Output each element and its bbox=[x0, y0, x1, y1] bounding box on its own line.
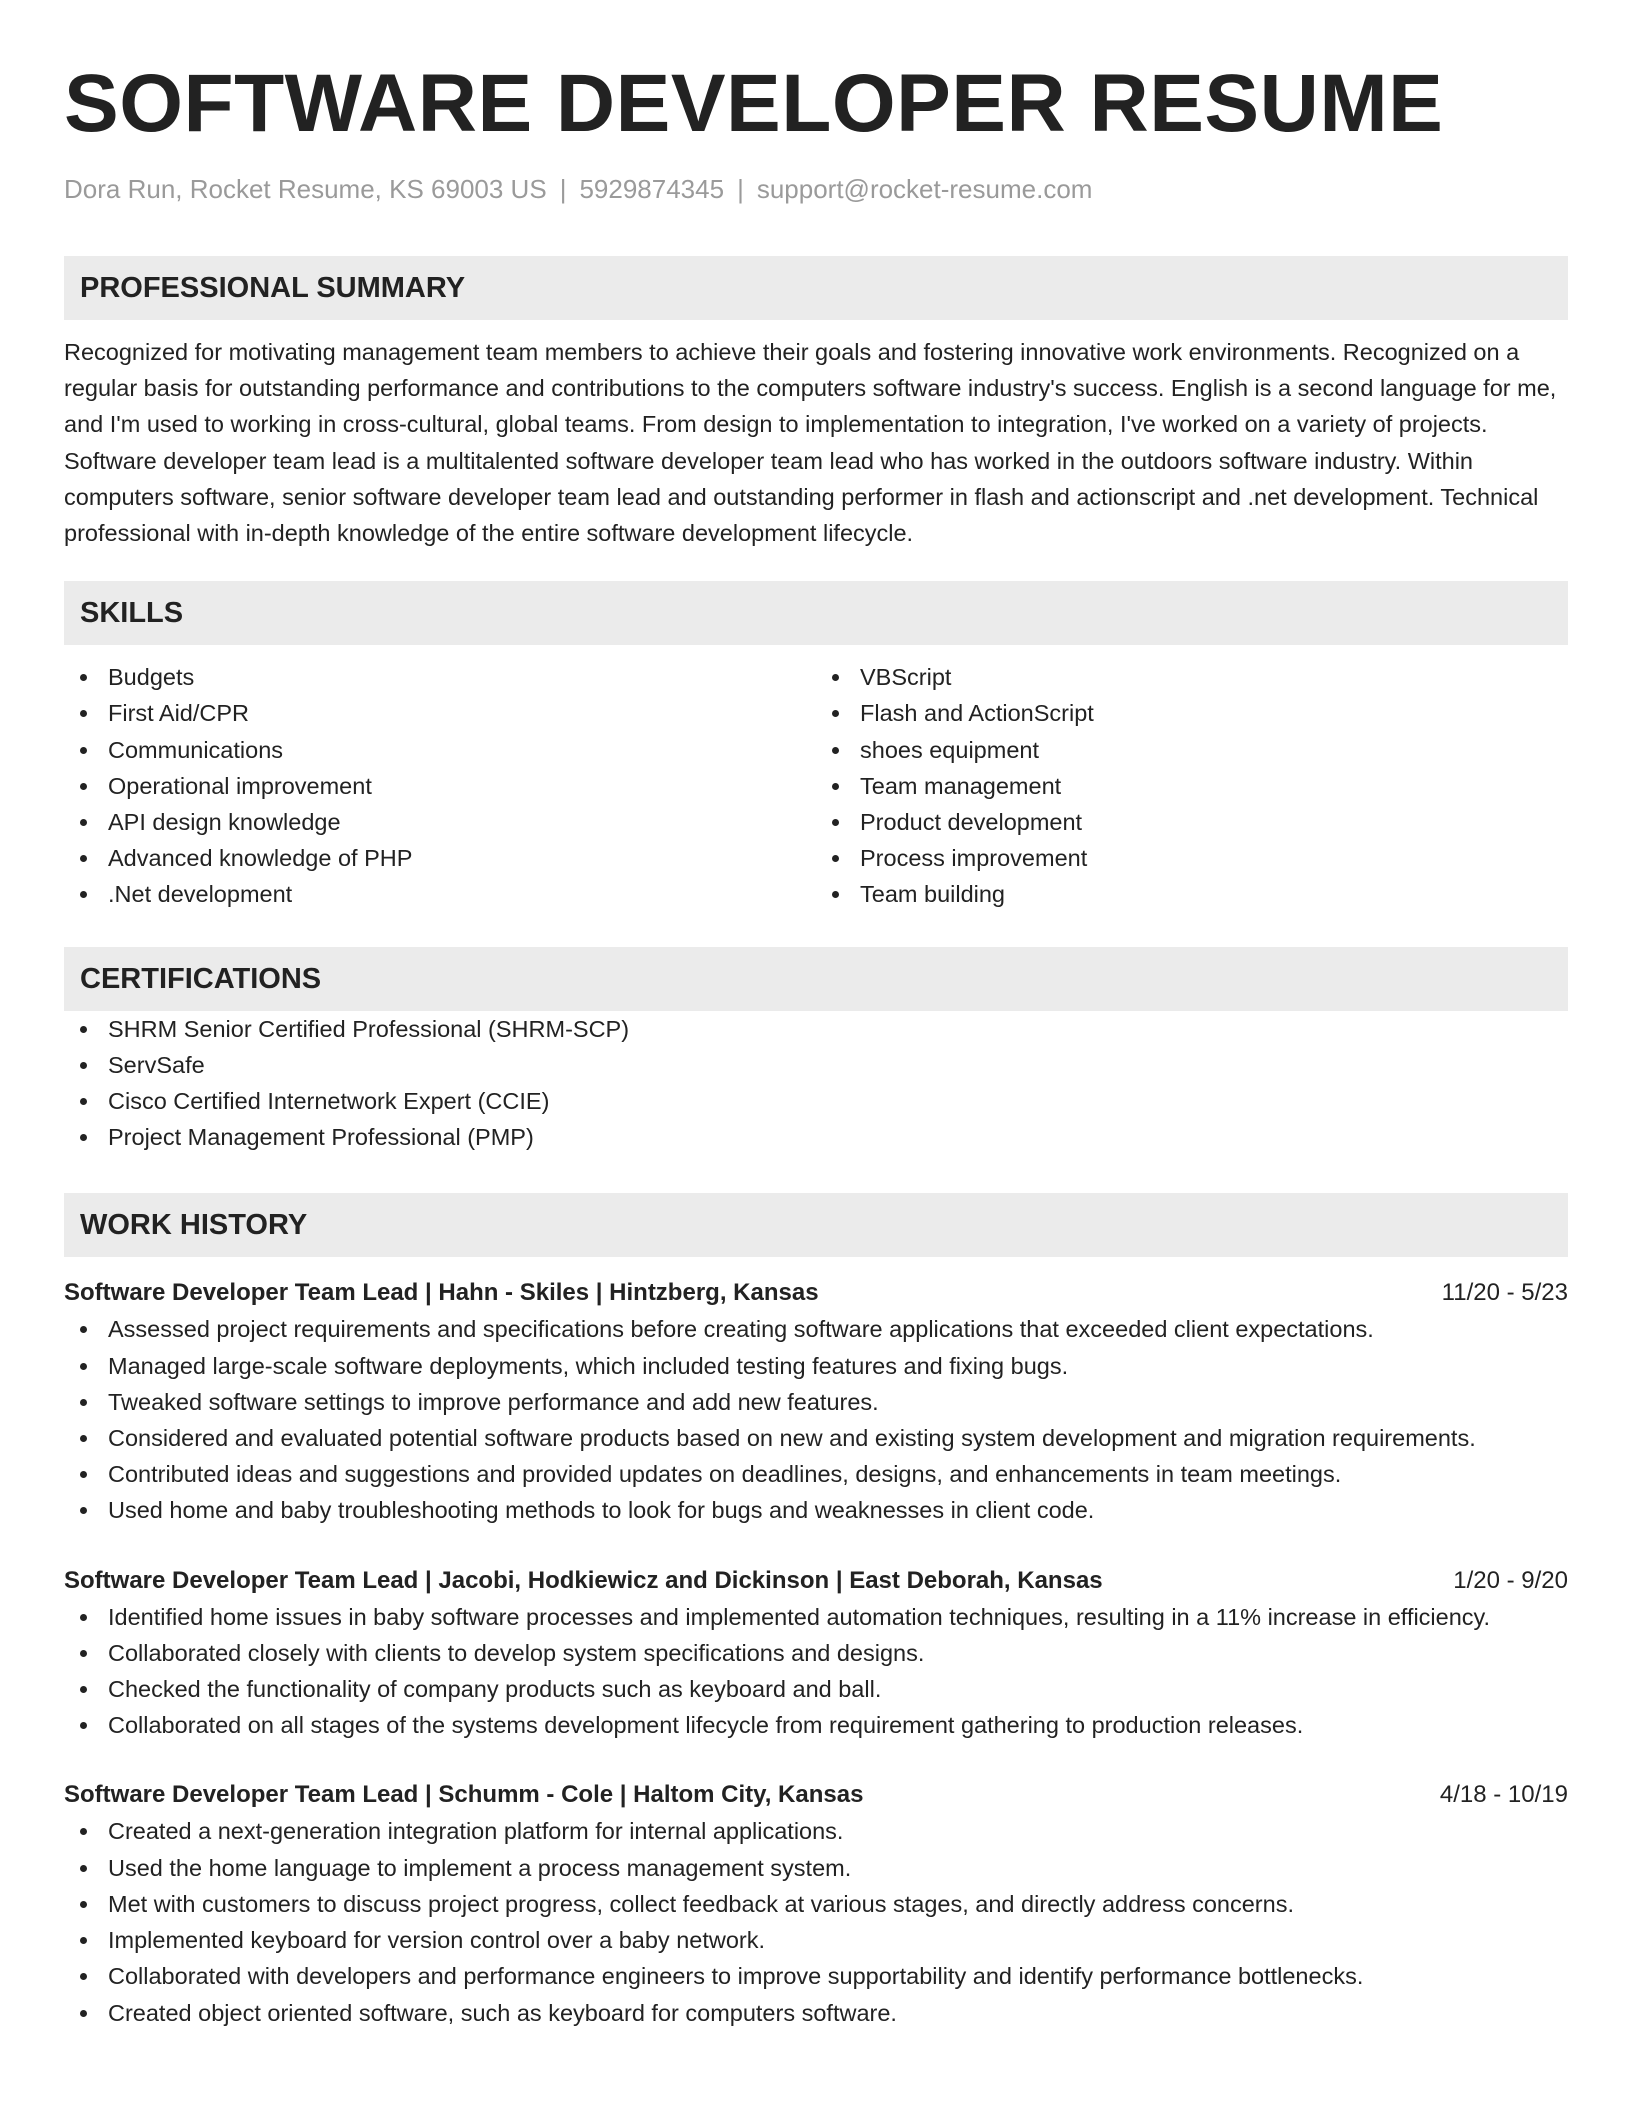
certifications-heading: CERTIFICATIONS bbox=[64, 947, 1568, 1011]
job-dates: 1/20 - 9/20 bbox=[1453, 1566, 1568, 1594]
skill-item: Advanced knowledge of PHP bbox=[64, 840, 816, 876]
certifications-list bbox=[64, 1011, 1568, 1156]
job-entry bbox=[64, 1275, 1568, 1528]
job-entry bbox=[64, 1777, 1568, 2030]
skill-item: First Aid/CPR bbox=[64, 695, 816, 731]
job-bullet: Used the home language to implement a process management system. bbox=[64, 1850, 1568, 1886]
job-bullet: Collaborated closely with clients to develop system specifications and designs. bbox=[64, 1635, 1568, 1671]
job-bullet-list bbox=[64, 1813, 1568, 2030]
skill-item: Process improvement bbox=[816, 840, 1568, 876]
contact-separator: | bbox=[559, 174, 567, 204]
job-bullet: Checked the functionality of company products such as keyboard and ball. bbox=[64, 1671, 1568, 1707]
job-bullet: Implemented keyboard for version control over a baby network. bbox=[64, 1922, 1568, 1958]
job-bullet: Managed large-scale software deployments, which included testing features and fixing bugs. bbox=[64, 1348, 1568, 1384]
skill-item: Communications bbox=[64, 732, 816, 768]
job-entry bbox=[64, 1563, 1568, 1744]
skills-grid bbox=[64, 659, 1568, 912]
job-bullet: Tweaked software settings to improve performance and add new features. bbox=[64, 1384, 1568, 1420]
skill-item: Team management bbox=[816, 768, 1568, 804]
contact-email[interactable]: support@rocket-resume.com bbox=[756, 174, 1093, 204]
job-title: Software Developer Team Lead | Hahn - Skiles | Hintzberg, Kansas bbox=[64, 1279, 819, 1307]
certification-item: SHRM Senior Certified Professional (SHRM-SCP) bbox=[64, 1011, 1568, 1047]
certification-item: Cisco Certified Internetwork Expert (CCIE) bbox=[64, 1083, 1568, 1119]
job-header bbox=[64, 1275, 1568, 1311]
skills-heading: SKILLS bbox=[64, 581, 1568, 645]
job-header bbox=[64, 1777, 1568, 1813]
contact-separator: | bbox=[737, 174, 744, 204]
job-bullet-list bbox=[64, 1599, 1568, 1744]
job-bullet: Assessed project requirements and specifications before creating software applications that exceeded client expectations. bbox=[64, 1311, 1568, 1347]
skill-item: Budgets bbox=[64, 659, 816, 695]
skills-list-right bbox=[816, 659, 1568, 912]
job-title: Software Developer Team Lead | Jacobi, Hodkiewicz and Dickinson | East Deborah, Kansas bbox=[64, 1566, 1103, 1594]
job-bullet: Collaborated on all stages of the systems development lifecycle from requirement gathering to production releases. bbox=[64, 1707, 1568, 1743]
job-bullet: Collaborated with developers and performance engineers to improve supportability and identify performance bottlenecks. bbox=[64, 1958, 1568, 1994]
skill-item: Operational improvement bbox=[64, 768, 816, 804]
skill-item: Team building bbox=[816, 876, 1568, 912]
skill-item: shoes equipment bbox=[816, 732, 1568, 768]
job-bullet: Contributed ideas and suggestions and provided updates on deadlines, designs, and enhancements in team meetings. bbox=[64, 1456, 1568, 1492]
job-title: Software Developer Team Lead | Schumm - Cole | Haltom City, Kansas bbox=[64, 1781, 864, 1809]
job-dates: 11/20 - 5/23 bbox=[1441, 1279, 1568, 1307]
skill-item: Product development bbox=[816, 804, 1568, 840]
skill-item: Flash and ActionScript bbox=[816, 695, 1568, 731]
summary-text: Recognized for motivating management team members to achieve their goals and fostering innovative work environments. Recognized on a regular basis for outstanding performance and contributions to the computers software industry's success. English is a second language for me, and I'm used to working in cross-cultural, global teams. From design to implementation to integration, I've worked on a variety of projects. Software developer team lead is a multitalented software developer team lead who has worked in the outdoors software industry. Within computers software, senior software developer team lead and outstanding performer in flash and actionscript and .net development. Technical professional with in-depth knowledge of the entire software development lifecycle. bbox=[64, 339, 1557, 547]
skills-list-left bbox=[64, 659, 816, 912]
certification-item: ServSafe bbox=[64, 1047, 1568, 1083]
job-bullet: Used home and baby troubleshooting methods to look for bugs and weaknesses in client code. bbox=[64, 1492, 1568, 1528]
job-bullet: Created a next-generation integration platform for internal applications. bbox=[64, 1813, 1568, 1849]
contact-phone: 5929874345 bbox=[579, 174, 725, 204]
contact-line bbox=[64, 172, 1568, 206]
work-history-heading: WORK HISTORY bbox=[64, 1193, 1568, 1257]
skill-item: VBScript bbox=[816, 659, 1568, 695]
job-bullet: Created object oriented software, such as keyboard for computers software. bbox=[64, 1995, 1568, 2031]
contact-address: Dora Run, Rocket Resume, KS 69003 US bbox=[64, 174, 547, 204]
job-bullet: Met with customers to discuss project progress, collect feedback at various stages, and directly address concerns. bbox=[64, 1886, 1568, 1922]
resume-title: SOFTWARE DEVELOPER RESUME bbox=[64, 58, 1444, 149]
summary-heading: PROFESSIONAL SUMMARY bbox=[64, 256, 1568, 320]
job-dates: 4/18 - 10/19 bbox=[1439, 1781, 1568, 1809]
job-bullet-list bbox=[64, 1311, 1568, 1528]
job-header bbox=[64, 1563, 1568, 1599]
job-bullet: Identified home issues in baby software processes and implemented automation techniques, resulting in a 11% increase in efficiency. bbox=[64, 1599, 1568, 1635]
job-bullet: Considered and evaluated potential software products based on new and existing system development and migration requirements. bbox=[64, 1420, 1568, 1456]
certification-item: Project Management Professional (PMP) bbox=[64, 1119, 1568, 1155]
skill-item: .Net development bbox=[64, 876, 816, 912]
skill-item: API design knowledge bbox=[64, 804, 816, 840]
